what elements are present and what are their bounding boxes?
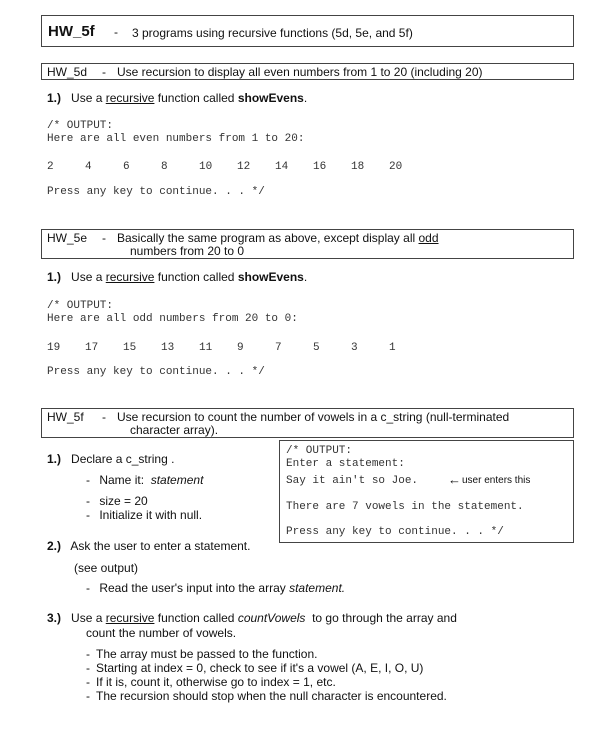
hw5e-desc1-odd: odd [418,231,439,245]
hw5d-out-comment: /* OUTPUT: [47,120,114,132]
arrow-left-icon: ← [448,472,461,487]
hw5e-header-box [41,229,574,259]
number: 20 [389,161,403,173]
number: 13 [161,342,175,354]
hw5e-out-comment: /* OUTPUT: [47,300,114,312]
hw5f-step3-fn: countVowels [237,611,306,625]
main-header-sep: - [114,25,118,39]
hw5e-step1-fn: showEvens [237,270,304,284]
hw5e-out-press: Press any key to continue. . . */ [47,366,265,378]
hw5e-code: HW_5e [47,231,88,245]
hw5f-step3-post: to go through the array and [312,611,457,625]
hw5f-out-say: Say it ain't so Joe. [286,475,419,487]
number: 16 [313,161,327,173]
number: 5 [313,342,320,354]
hw5f-step1 [47,452,174,466]
hw5f-step2 [47,539,250,553]
hw5f-step3-pre: Use a [71,611,103,625]
hw5f-step2-see: (see output) [74,561,139,575]
number: 11 [199,342,213,354]
hw5f-step3-link: recursive [105,611,155,625]
hw5f-step2-b1-pre: Read the user's input into the array [99,581,286,595]
number: 10 [199,161,213,173]
hw5f-step3-bullet: - Starting at index = 0, check to see if it's a vowel (A, E, I, O, U) [86,661,424,675]
number: 14 [275,161,289,173]
hw5f-step3-b2: Starting at index = 0, check to see if it's a vowel (A, E, I, O, U) [96,661,424,675]
hw5d-step1-num: 1.) [47,91,62,105]
hw5f-sep: - [102,410,106,424]
number: 6 [123,161,130,173]
hw5d-sep: - [102,65,106,79]
hw5f-out-comment: /* OUTPUT: [286,445,353,457]
hw5f-out-note: user enters this [462,475,531,486]
hw5f-out-result: There are 7 vowels in the statement. [286,501,524,513]
hw5f-step2-num: 2.) [47,539,62,553]
hw5f-step3-mid: function called [157,611,235,625]
hw5f-step1-b3: Initialize it with null. [99,508,203,522]
hw5e-desc2: numbers from 20 to 0 [130,244,245,258]
hw5f-output-box [279,440,574,543]
number: 17 [85,342,99,354]
hw5e-out-line1: Here are all odd numbers from 20 to 0: [47,313,298,325]
hw5f-step1-b2: size = 20 [99,494,148,508]
hw5f-step3-b1: The array must be passed to the function. [96,647,318,661]
number: 7 [275,342,282,354]
hw5f-step3 [47,611,457,625]
hw5f-out-enter: Enter a statement: [286,458,405,470]
hw5f-desc1: Use recursion to count the number of vowels in a c_string (null-terminated [117,410,510,424]
hw5f-step2-text: Ask the user to enter a statement. [70,539,251,553]
hw5e-step1-pre: Use a [71,270,103,284]
hw5f-step1-b1-val: statement [150,473,204,487]
hw5f-step3-b3: If it is, count it, otherwise go to index = 1, etc. [96,675,336,689]
hw5f-step3-b4: The recursion should stop when the null character is encountered. [96,689,447,703]
hw5f-step1-bullet3: - Initialize it with null. [86,508,203,522]
hw5d-step1-mid: function called [157,91,235,105]
main-header-desc: 3 programs using recursive functions (5d, 5e, and 5f) [132,26,413,40]
hw5f-step3-bullet: - The array must be passed to the function. [86,647,318,661]
number: 15 [123,342,137,354]
hw5f-step1-text: Declare a c_string . [71,452,175,466]
number: 12 [237,161,251,173]
hw5f-step3-num: 3.) [47,611,62,625]
hw5f-out-press: Press any key to continue. . . */ [286,526,504,538]
hw5f-step1-num: 1.) [47,452,62,466]
hw5d-desc: Use recursion to display all even numbers from 1 to 20 (including 20) [117,65,483,79]
hw5f-step2-bullet1: - Read the user's input into the array statement. [86,581,346,595]
hw5d-step1-link: recursive [105,91,155,105]
hw5e-step1-link: recursive [105,270,155,284]
hw5f-step1-b1-pre: Name it: [99,473,145,487]
number: 8 [161,161,168,173]
hw5f-step1-bullet2: - size = 20 [86,494,148,508]
number: 1 [389,342,396,354]
hw5f-step3-bullet: - The recursion should stop when the null character is encountered. [86,689,447,703]
hw5e-step1: 1.) Use a recursive function called showEvens. [47,270,308,284]
hw5f-desc2: character array). [130,423,219,437]
number: 2 [47,161,54,173]
number: 19 [47,342,61,354]
hw5d-out-press: Press any key to continue. . . */ [47,186,265,198]
hw5f-code: HW_5f [47,410,84,424]
hw5d-code: HW_5d [47,65,88,79]
hw5d-out-line1: Here are all even numbers from 1 to 20: [47,133,305,145]
hw5f-step2-b1-val: statement. [289,581,346,595]
hw5e-desc1-text: Basically the same program as above, except display all [117,231,416,245]
hw5e-step1-mid: function called [157,270,235,284]
hw5f-step1-bullet1: - Name it: statement [86,473,204,487]
hw5f-header-box [41,408,574,438]
hw5f-step3-line2: count the number of vowels. [86,626,237,640]
main-header-code: HW_5f [48,23,95,40]
hw5d-step1-pre: Use a [71,91,103,105]
number: 3 [351,342,358,354]
hw5d-step1: 1.) Use a recursive function called showEvens. [47,91,308,105]
number: 4 [85,161,92,173]
hw5e-desc1 [117,231,439,245]
main-header-box [41,15,574,47]
hw5e-sep: - [102,231,106,245]
hw5f-step3-bullet: - If it is, count it, otherwise go to index = 1, etc. [86,675,336,689]
hw5d-header-box [41,63,574,80]
number: 9 [237,342,244,354]
hw5e-step1-num: 1.) [47,270,62,284]
number: 18 [351,161,365,173]
hw5d-step1-fn: showEvens [237,91,304,105]
